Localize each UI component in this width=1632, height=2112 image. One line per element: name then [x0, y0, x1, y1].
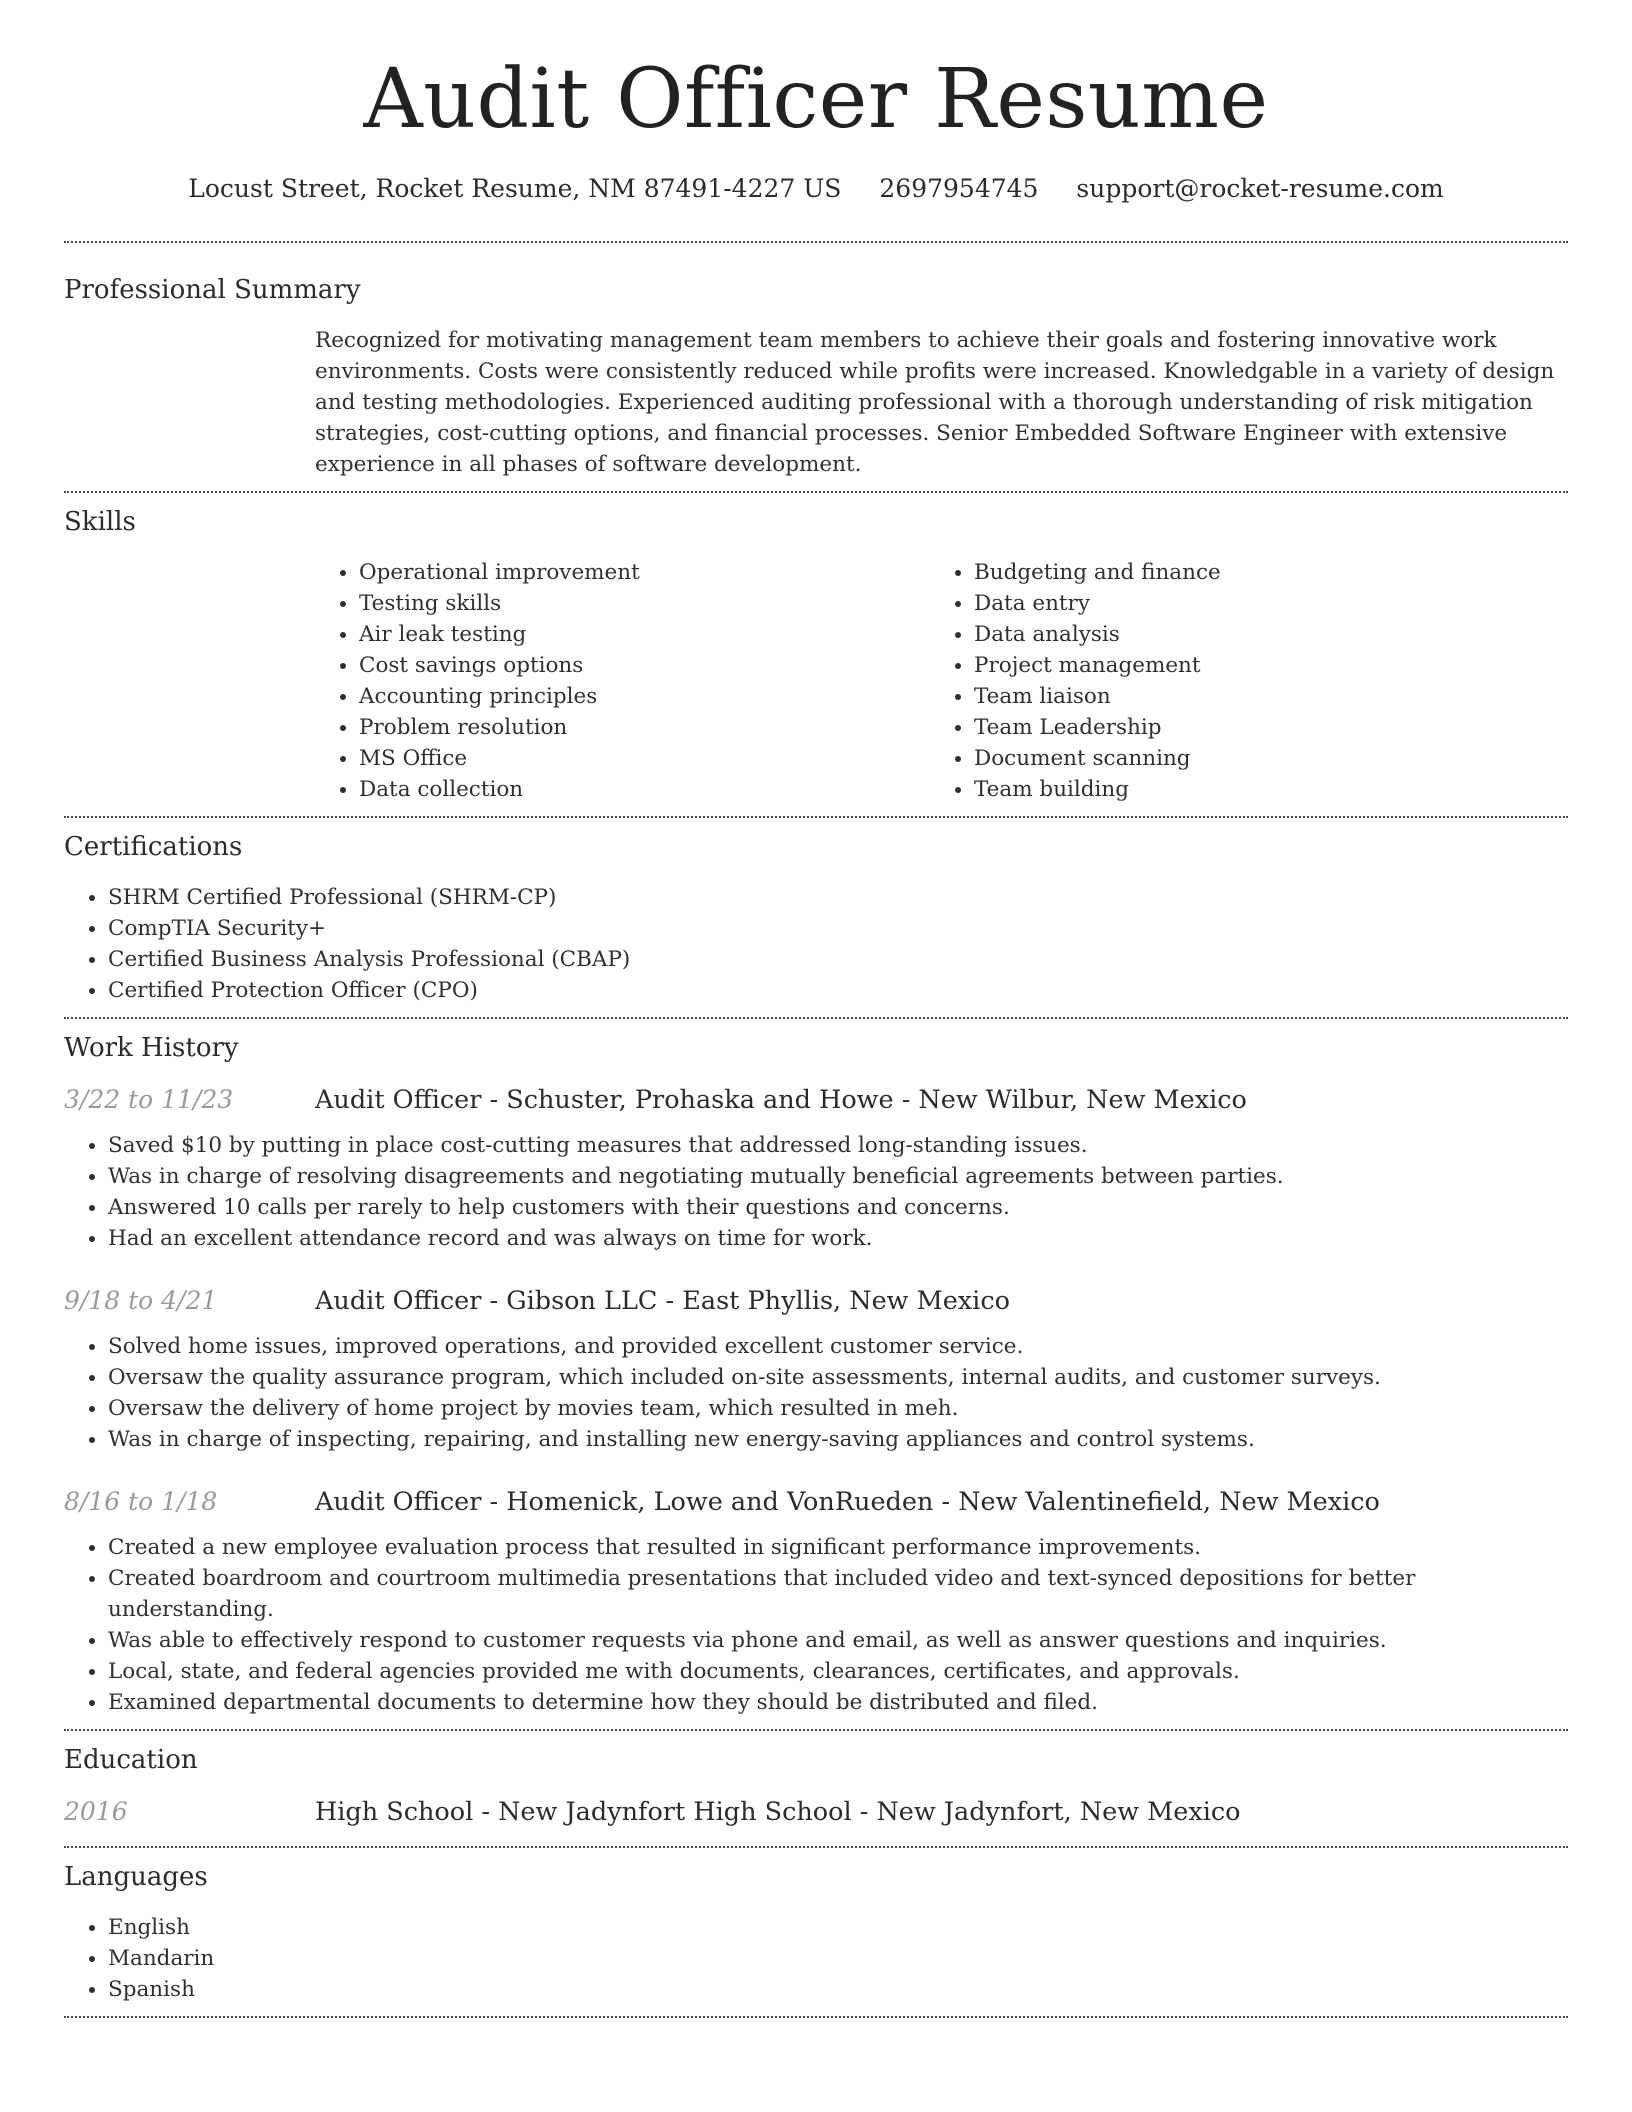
education-date: 2016: [64, 1797, 128, 1826]
skill-item: • Problem resolution: [359, 712, 930, 743]
skills-list-left: [315, 557, 930, 805]
job-bullets: [64, 1331, 1568, 1455]
section-title-skills: Skills: [64, 507, 136, 537]
section-title-education: Education: [64, 1745, 198, 1775]
summary-text: Recognized for motivating management team members to achieve their goals and fostering innovative work environments. Costs were consistently reduced while profits were increased. Knowledgable in a variety of design and testing methodologies. Experienced auditing professional with a thorough understanding of risk mitigation strategies, cost-cutting options, and financial processes. Senior Embedded Software Engineer with extensive experience in all phases of software development.: [315, 328, 1555, 477]
job-bullet: • Oversaw the delivery of home project by movies team, which resulted in meh.: [108, 1393, 1568, 1424]
skill-item: • Project management: [974, 650, 1530, 681]
certification-item: • SHRM Certified Professional (SHRM-CP): [108, 882, 1568, 913]
language-item: • Spanish: [108, 1974, 1568, 2005]
skill-item: • Testing skills: [359, 588, 930, 619]
job-bullet: • Was able to effectively respond to customer requests via phone and email, as well as answer questions and inquiries.: [108, 1625, 1568, 1656]
certification-item: • Certified Protection Officer (CPO): [108, 975, 1568, 1006]
job-bullet: • Answered 10 calls per rarely to help customers with their questions and concerns.: [108, 1192, 1568, 1223]
language-item: • Mandarin: [108, 1943, 1568, 1974]
section-title-certifications: Certifications: [64, 832, 243, 862]
job-bullet: • Examined departmental documents to determine how they should be distributed and filed.: [108, 1687, 1568, 1718]
job-bullet: • Was in charge of resolving disagreements and negotiating mutually beneficial agreements between parties.: [108, 1161, 1568, 1192]
work-section: [64, 1019, 1568, 1718]
skill-item: • MS Office: [359, 743, 930, 774]
skills-list-right: [930, 557, 1530, 805]
certifications-list: [64, 882, 1568, 1006]
certification-item: • CompTIA Security+: [108, 913, 1568, 944]
skill-item: • Accounting principles: [359, 681, 930, 712]
job-bullets: [64, 1130, 1568, 1254]
skill-item: • Air leak testing: [359, 619, 930, 650]
job-bullet: • Oversaw the quality assurance program, which included on-site assessments, internal audits, and customer surveys.: [108, 1362, 1568, 1393]
skill-item: • Document scanning: [974, 743, 1530, 774]
contact-address: Locust Street, Rocket Resume, NM 87491-4227 US: [188, 174, 842, 203]
contact-line: [64, 172, 1568, 206]
job-header: [64, 1083, 1568, 1117]
skill-item: • Data collection: [359, 774, 930, 805]
resume-title: Audit Officer Resume: [363, 52, 1269, 147]
job-entry: [64, 1284, 1568, 1455]
summary-section: [64, 243, 1568, 480]
skills-section: [64, 493, 1568, 805]
job-bullet: • Local, state, and federal agencies provided me with documents, clearances, certificates, and approvals.: [108, 1656, 1568, 1687]
skill-item: • Operational improvement: [359, 557, 930, 588]
certification-item: • Certified Business Analysis Professional (CBAP): [108, 944, 1568, 975]
job-bullet: • Saved $10 by putting in place cost-cutting measures that addressed long-standing issues.: [108, 1130, 1568, 1161]
job-bullet: • Created boardroom and courtroom multimedia presentations that included video and text-synced depositions for better understanding.: [108, 1563, 1568, 1625]
contact-phone: 2697954745: [879, 174, 1039, 203]
languages-list: [64, 1912, 1568, 2005]
job-title: Audit Officer - Homenick, Lowe and VonRueden - New Valentinefield, New Mexico: [315, 1487, 1380, 1517]
job-bullets: [64, 1532, 1568, 1718]
resume-header: [64, 0, 1568, 206]
language-item: • English: [108, 1912, 1568, 1943]
job-dates: 8/16 to 1/18: [64, 1487, 218, 1516]
divider: [64, 2016, 1568, 2018]
skill-item: • Data entry: [974, 588, 1530, 619]
skill-item: • Team liaison: [974, 681, 1530, 712]
languages-section: [64, 1848, 1568, 2005]
job-bullet: • Was in charge of inspecting, repairing, and installing new energy-saving appliances and control systems.: [108, 1424, 1568, 1455]
section-title-work: Work History: [64, 1033, 239, 1063]
skill-item: • Data analysis: [974, 619, 1530, 650]
job-title: Audit Officer - Gibson LLC - East Phyllis, New Mexico: [315, 1286, 1010, 1316]
job-header: [64, 1284, 1568, 1318]
job-dates: 9/18 to 4/21: [64, 1286, 218, 1315]
job-entry: [64, 1485, 1568, 1718]
skill-item: • Team Leadership: [974, 712, 1530, 743]
job-bullet: • Solved home issues, improved operations, and provided excellent customer service.: [108, 1331, 1568, 1362]
skills-grid: [315, 557, 1568, 805]
education-text: High School - New Jadynfort High School - New Jadynfort, New Mexico: [315, 1797, 1241, 1827]
skill-item: • Cost savings options: [359, 650, 930, 681]
skill-item: • Team building: [974, 774, 1530, 805]
contact-email: support@rocket-resume.com: [1076, 174, 1444, 203]
education-section: [64, 1731, 1568, 1829]
certifications-section: [64, 818, 1568, 1006]
section-title-summary: Professional Summary: [64, 275, 361, 305]
section-title-languages: Languages: [64, 1862, 208, 1892]
job-header: [64, 1485, 1568, 1519]
skill-item: • Budgeting and finance: [974, 557, 1530, 588]
education-entry: [64, 1795, 1568, 1829]
job-dates: 3/22 to 11/23: [64, 1085, 234, 1114]
job-title: Audit Officer - Schuster, Prohaska and Howe - New Wilbur, New Mexico: [315, 1085, 1247, 1115]
job-entry: [64, 1083, 1568, 1254]
job-bullet: • Had an excellent attendance record and was always on time for work.: [108, 1223, 1568, 1254]
job-bullet: • Created a new employee evaluation process that resulted in significant performance improvements.: [108, 1532, 1568, 1563]
